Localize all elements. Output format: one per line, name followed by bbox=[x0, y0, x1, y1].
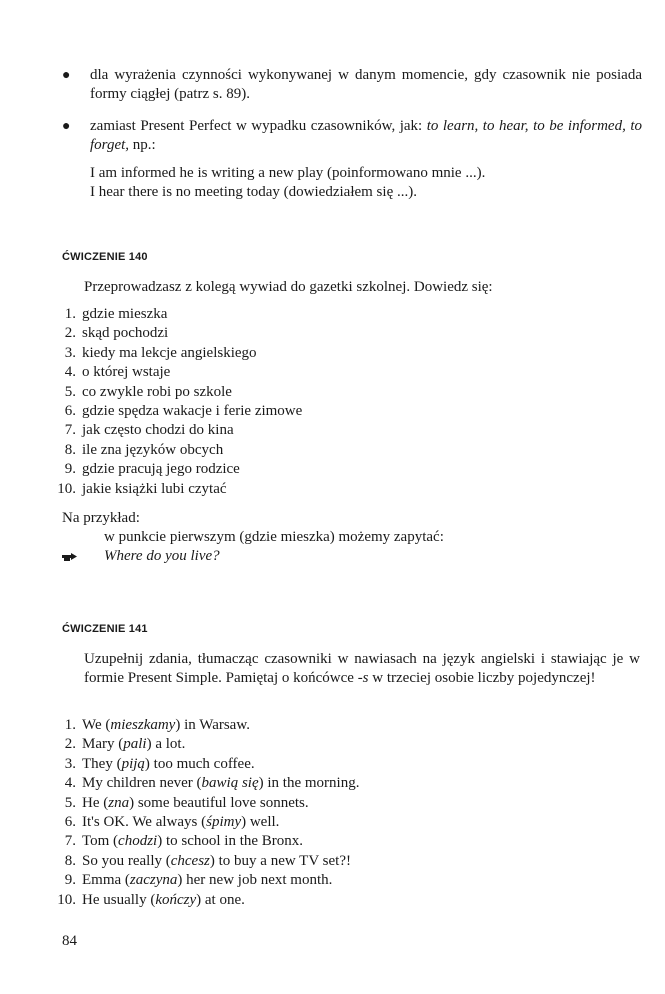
sentence-part: Mary ( bbox=[82, 736, 124, 753]
list-item-number: 6. bbox=[64, 402, 76, 419]
list-item-number: 1. bbox=[64, 717, 76, 733]
list-item-number: 1. bbox=[64, 306, 76, 322]
bullet-text-italic: to learn, to hear, to be informed, to forget, bbox=[90, 118, 642, 153]
bullet-item-1 bbox=[62, 66, 642, 104]
sentence-part: They ( bbox=[82, 755, 122, 772]
verb-hint: chodzi bbox=[118, 833, 158, 850]
list-item bbox=[54, 305, 302, 324]
list-item bbox=[54, 813, 359, 832]
verb-hint: pali bbox=[123, 736, 147, 753]
list-item bbox=[54, 441, 302, 460]
sentence-part: ) too much coffee. bbox=[144, 755, 255, 772]
sentence-part: ) to buy a new TV set?! bbox=[209, 852, 351, 869]
list-item-number: 4. bbox=[64, 775, 76, 792]
list-item-number: 8. bbox=[64, 441, 76, 458]
list-item-number: 7. bbox=[64, 833, 76, 850]
list-item-number: 7. bbox=[64, 422, 76, 439]
list-item-text: ile zna języków obcych bbox=[82, 441, 224, 458]
list-item bbox=[54, 852, 359, 871]
bullet-dot-icon: ● bbox=[62, 119, 71, 134]
list-item bbox=[54, 383, 302, 402]
list-item bbox=[54, 324, 302, 343]
list-item-text: jak często chodzi do kina bbox=[82, 422, 234, 439]
verb-hint: zaczyna bbox=[129, 872, 178, 889]
list-item-number: 10. bbox=[57, 891, 76, 908]
list-item bbox=[54, 480, 302, 499]
list-item-text: co zwykle robi po szkole bbox=[82, 383, 232, 400]
sentence-part: We ( bbox=[82, 717, 111, 733]
exercise-heading: ĆWICZENIE 140 bbox=[62, 251, 148, 263]
example-sentence: I hear there is no meeting today (dowiedziałem się ...). bbox=[90, 184, 417, 200]
sentence-part: He ( bbox=[82, 794, 109, 811]
verb-hint: zna bbox=[108, 794, 130, 811]
list-item bbox=[54, 716, 359, 735]
list-item bbox=[54, 735, 359, 754]
list-item-number: 9. bbox=[64, 872, 76, 889]
bullet-text-part: np.: bbox=[129, 137, 156, 153]
example-label: Na przykład: bbox=[62, 510, 140, 526]
list-item-text: o której wstaje bbox=[82, 364, 171, 381]
example-intro: w punkcie pierwszym (gdzie mieszka) możemy zapytać: bbox=[104, 529, 444, 545]
pointing-hand-icon bbox=[62, 552, 78, 562]
list-item bbox=[54, 363, 302, 382]
list-item-number: 4. bbox=[64, 364, 76, 381]
sentence-part: ) in Warsaw. bbox=[175, 717, 250, 733]
list-item bbox=[54, 871, 359, 890]
exercise-heading: ĆWICZENIE 141 bbox=[62, 623, 148, 635]
intro-text-italic: -s bbox=[357, 670, 369, 686]
sentence-part: ) at one. bbox=[196, 891, 245, 908]
verb-hint: piją bbox=[121, 755, 145, 772]
sentence-part: ) her new job next month. bbox=[177, 872, 333, 889]
verb-hint: mieszkamy bbox=[110, 717, 176, 733]
example-answer: Where do you live? bbox=[104, 548, 220, 564]
list-item-text: jakie książki lubi czytać bbox=[82, 480, 227, 497]
intro-text-part: w trzeciej osobie liczby pojedynczej! bbox=[368, 670, 596, 686]
list-item bbox=[54, 774, 359, 793]
exercise-list bbox=[54, 305, 302, 499]
bullet-text bbox=[90, 117, 642, 155]
list-item-text: skąd pochodzi bbox=[82, 325, 169, 342]
list-item-number: 5. bbox=[64, 794, 76, 811]
list-item-number: 9. bbox=[64, 461, 76, 478]
list-item-number: 10. bbox=[57, 480, 76, 497]
verb-hint: kończy bbox=[155, 891, 197, 908]
example-sentence: I am informed he is writing a new play (poinformowano mnie ...). bbox=[90, 165, 486, 181]
list-item-text: gdzie mieszka bbox=[82, 306, 168, 322]
list-item-text: kiedy ma lekcje angielskiego bbox=[82, 344, 257, 361]
sentence-part: Emma ( bbox=[82, 872, 130, 889]
list-item-number: 2. bbox=[64, 325, 76, 342]
sentence-part: He usually ( bbox=[82, 891, 156, 908]
bullet-item-2 bbox=[62, 117, 642, 155]
sentence-part: ) some beautiful love sonnets. bbox=[129, 794, 309, 811]
list-item bbox=[54, 460, 302, 479]
sentence-part: My children never ( bbox=[82, 775, 202, 792]
exercise-intro: Przeprowadzasz z kolegą wywiad do gazetki szkolnej. Dowiedz się: bbox=[84, 279, 493, 295]
list-item bbox=[54, 344, 302, 363]
sentence-part: ) in the morning. bbox=[258, 775, 360, 792]
list-item-text: gdzie pracują jego rodzice bbox=[82, 461, 240, 478]
list-item-text: gdzie spędza wakacje i ferie zimowe bbox=[82, 402, 303, 419]
verb-hint: bawią się bbox=[201, 775, 259, 792]
bullet-text: dla wyrażenia czynności wykonywanej w danym momencie, gdy czasownik nie posiada formy ciągłej (patrz s. 89). bbox=[90, 67, 642, 102]
exercise-list bbox=[54, 716, 359, 910]
list-item-number: 5. bbox=[64, 383, 76, 400]
sentence-part: ) to school in the Bronx. bbox=[157, 833, 304, 850]
verb-hint: śpimy bbox=[206, 813, 242, 830]
list-item-number: 6. bbox=[64, 813, 76, 830]
list-item bbox=[54, 755, 359, 774]
list-item bbox=[54, 832, 359, 851]
sentence-part: So you really ( bbox=[82, 852, 171, 869]
bullet-dot-icon: ● bbox=[62, 68, 71, 83]
sentence-part: It's OK. We always ( bbox=[82, 813, 207, 830]
sentence-part: ) well. bbox=[241, 813, 280, 830]
page-number: 84 bbox=[62, 933, 77, 949]
intro-text-part: Uzupełnij zdania, tłumacząc czasowniki w nawiasach na język angielski i stawiając je w formie Present Simple. Pamiętaj o końcówce bbox=[84, 651, 640, 686]
verb-hint: chcesz bbox=[170, 852, 210, 869]
sentence-part: Tom ( bbox=[82, 833, 119, 850]
sentence-part: ) a lot. bbox=[146, 736, 186, 753]
list-item bbox=[54, 402, 302, 421]
list-item-number: 2. bbox=[64, 736, 76, 753]
list-item-number: 3. bbox=[64, 755, 76, 772]
list-item-number: 3. bbox=[64, 344, 76, 361]
list-item-number: 8. bbox=[64, 852, 76, 869]
list-item bbox=[54, 421, 302, 440]
exercise-intro bbox=[84, 650, 640, 688]
list-item bbox=[54, 891, 359, 910]
list-item bbox=[54, 794, 359, 813]
bullet-text-part: zamiast Present Perfect w wypadku czasowników, jak: bbox=[90, 118, 427, 134]
